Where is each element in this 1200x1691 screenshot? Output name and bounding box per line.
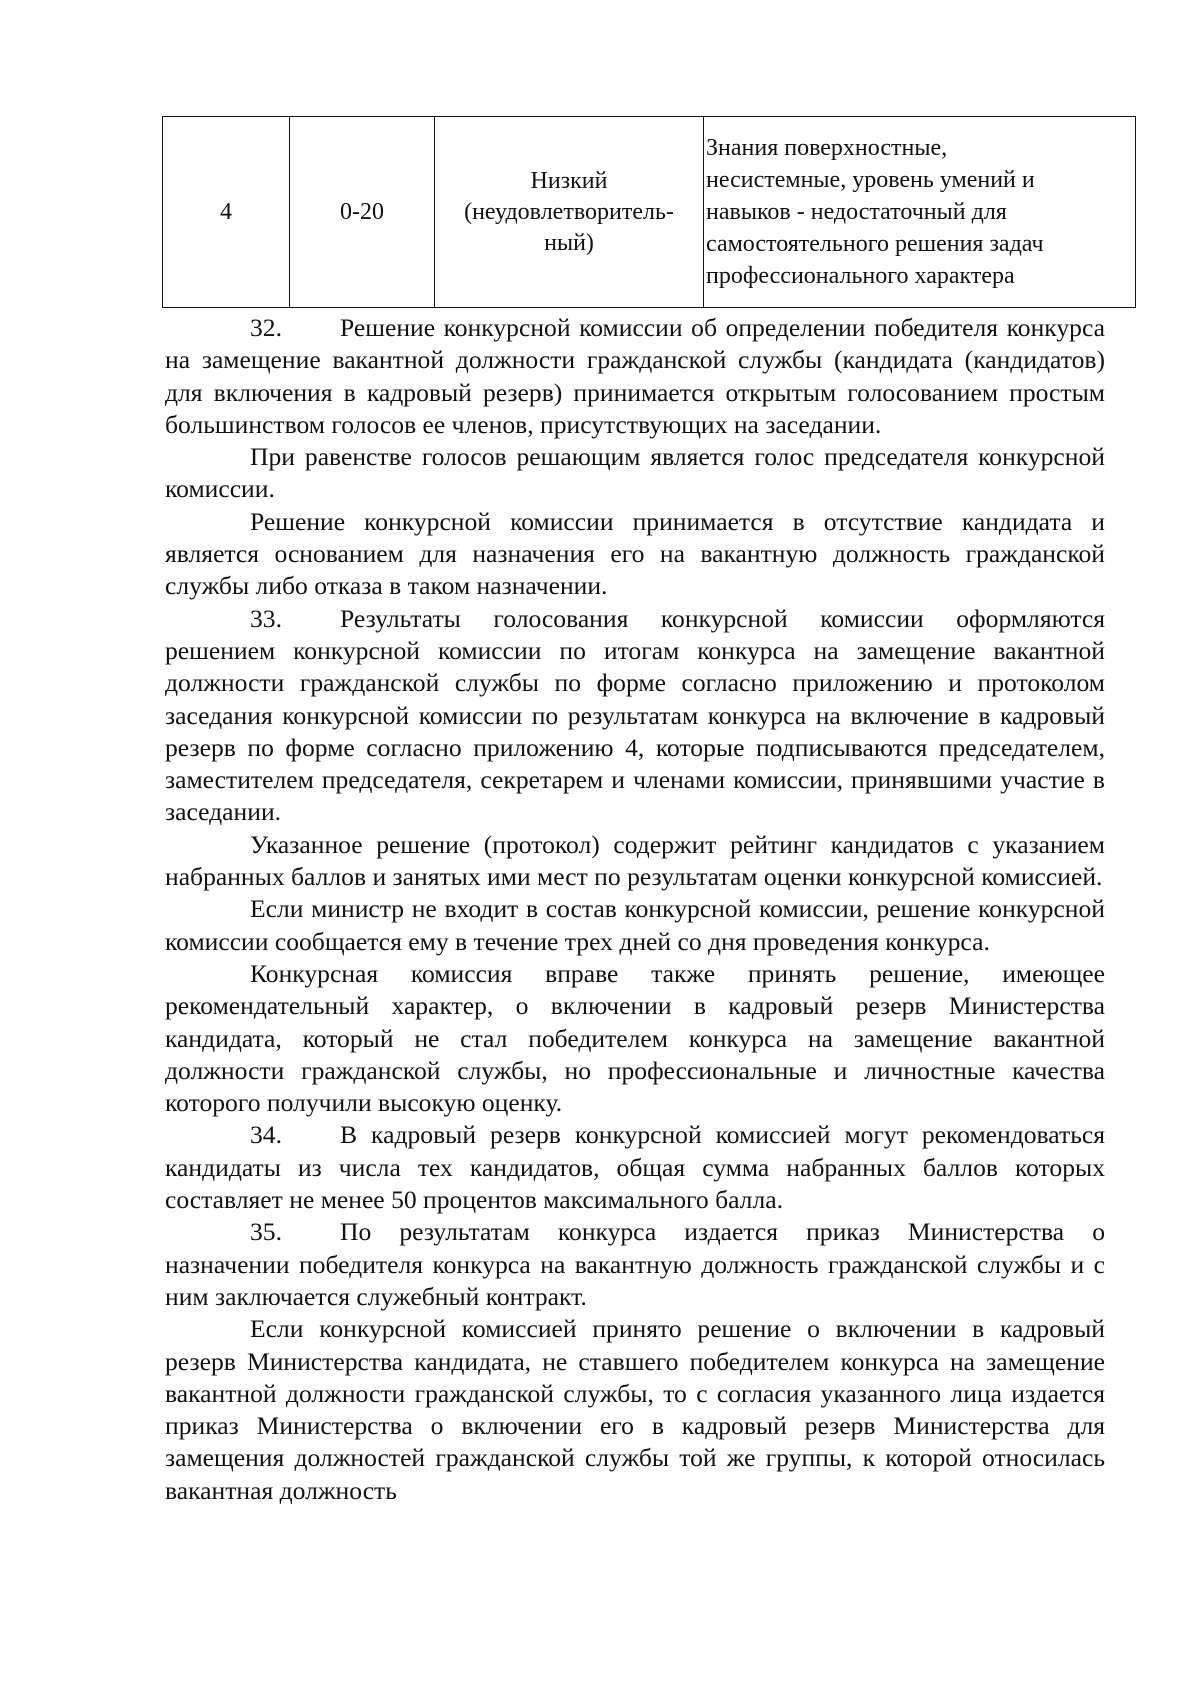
paragraph: [165, 1313, 1105, 1507]
paragraph: [165, 603, 1105, 829]
score-number-cell: [163, 117, 290, 308]
score-description-line: самостоятельного решения задач: [706, 231, 1044, 257]
score-description-line: навыков - недостаточный для: [706, 199, 1007, 225]
score-description-cell: [704, 117, 1136, 308]
score-range-cell: [290, 117, 435, 308]
paragraph-text: В кадровый резерв конкурсной комиссией могут рекомендоваться кандидаты из числа тех кандидатов, общая сумма набранных баллов которых составляет не менее 50 процентов максимального балла.: [165, 1120, 1105, 1215]
score-description-line: профессионального характера: [706, 263, 1015, 289]
paragraph: [165, 312, 1105, 441]
paragraph: [165, 829, 1105, 894]
paragraph-text: По результатам конкурса издается приказ Министерства о назначении победителя конкурса на вакантную должность гражданской службы и с ним заключается служебный контракт.: [165, 1217, 1105, 1311]
paragraph-number: 32.: [250, 313, 282, 342]
paragraph-number: 33.: [250, 603, 282, 633]
score-number: 4: [220, 198, 232, 225]
paragraph-text: При равенстве голосов решающим является голос председателя конкурсной комиссии.: [165, 442, 1105, 504]
paragraph-text: Указанное решение (протокол) содержит рейтинг кандидатов с указанием набранных баллов и занятых ими мест по результатам оценки конкурсной комиссией.: [165, 829, 1105, 892]
table-row: [163, 117, 1136, 308]
paragraph-text: Результаты голосования конкурсной комиссии оформляются решением конкурсной комиссии по итогам конкурса на замещение вакантной должности гражданской службы по форме согласно приложению и протоколом заседания конкурсной комиссии по результатам конкурса на включение в кадровый резерв по форме согласно приложению 4, которые подписываются председателем, заместителем председателя, секретарем и членами комиссии, принявшими участие в заседании.: [165, 603, 1105, 827]
paragraph: [165, 441, 1105, 506]
paragraph: [165, 893, 1105, 958]
paragraph-text: Решение конкурсной комиссии принимается в отсутствие кандидата и является основанием для назначения его на вакантную должность гражданской службы либо отказа в таком назначении.: [165, 506, 1105, 601]
score-level-line: Низкий: [530, 167, 608, 194]
score-description-line: несистемные, уровень умений и: [706, 167, 1035, 193]
body-text: [165, 312, 1105, 1507]
paragraph: [165, 506, 1105, 603]
paragraph-text: Если министр не входит в состав конкурсной комиссии, решение конкурсной комиссии сообщается ему в течение трех дней со дня проведения конкурса.: [165, 894, 1105, 956]
paragraph-text: Решение конкурсной комиссии об определении победителя конкурса на замещение вакантной должности гражданской службы (кандидата (кандидатов) для включения в кадровый резерв) принимается открытым голосованием простым большинством голосов ее членов, присутствующих на заседании.: [165, 313, 1105, 439]
paragraph-text: Если конкурсной комиссией принято решение о включении в кадровый резерв Министерства кандидата, не ставшего победителем конкурса на замещение вакантной должности гражданской службы, то с согласия указанного лица издается приказ Министерства о включении его в кадровый резерв Министерства для замещения должностей гражданской службы той же группы, к которой относилась вакантная должность: [165, 1314, 1105, 1505]
score-level-line: (неудовлетворитель-: [464, 198, 674, 225]
paragraph: [165, 1216, 1105, 1313]
paragraph: [165, 958, 1105, 1119]
score-level-line: ный): [544, 229, 594, 256]
score-description-line: Знания поверхностные,: [706, 135, 948, 161]
paragraph-number: 34.: [250, 1120, 282, 1150]
score-table: [162, 116, 1136, 308]
paragraph-number: 35.: [250, 1217, 282, 1247]
score-level-cell: [435, 117, 704, 308]
paragraph: [165, 1119, 1105, 1216]
paragraph-text: Конкурсная комиссия вправе также принять решение, имеющее рекомендательный характер, о включении в кадровый резерв Министерства кандидата, который не стал победителем конкурса на замещение вакантной должности гражданской службы, но профессиональные и личностные качества которого получили высокую оценку.: [165, 958, 1105, 1118]
score-range: 0-20: [340, 198, 384, 225]
